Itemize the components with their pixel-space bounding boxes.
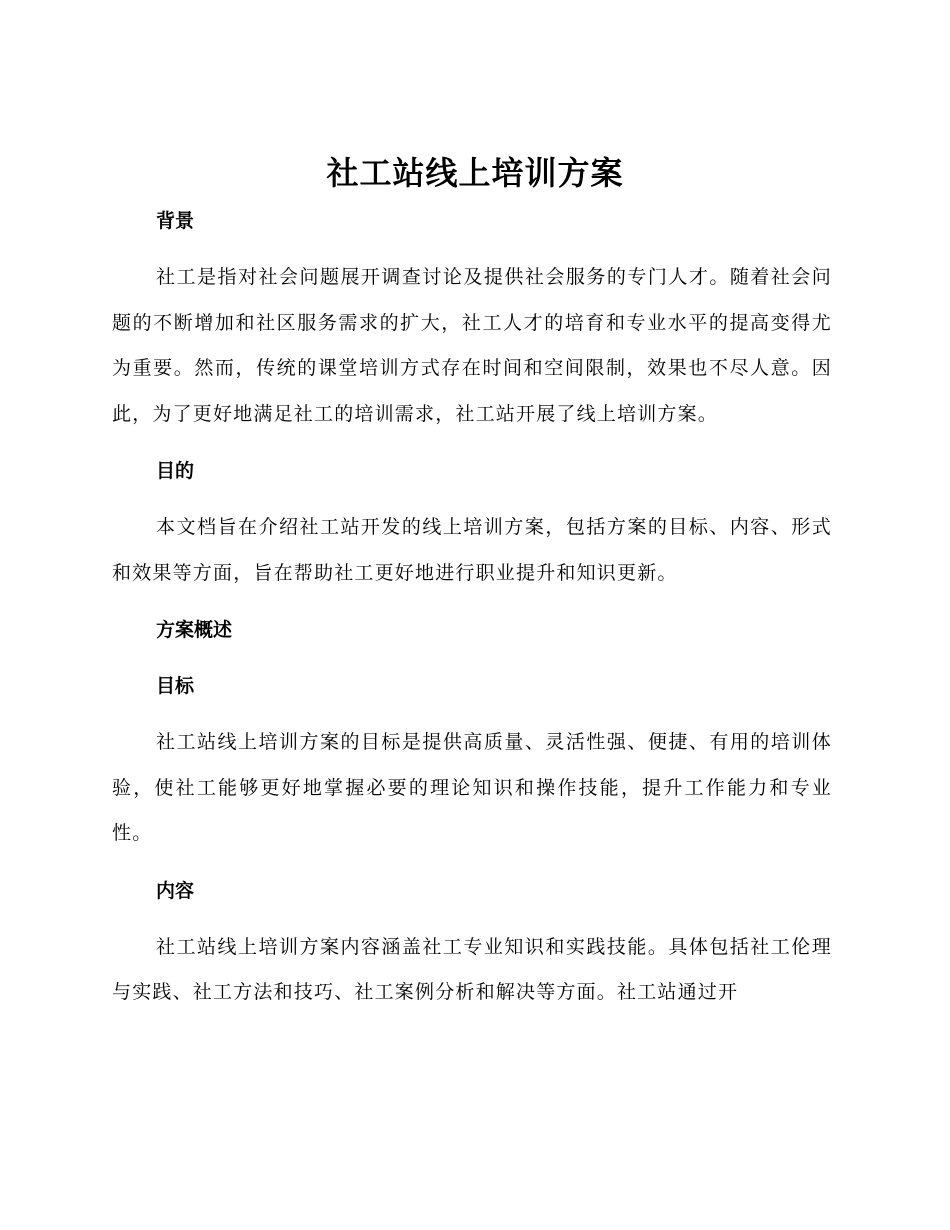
section-heading-content: 内容 <box>156 879 195 902</box>
section-heading-overview: 方案概述 <box>156 619 233 641</box>
paragraph-goal: 社工站线上培训方案的目标是提供高质量、灵活性强、便捷、有用的培训体验，使社工能够更好地掌握必要的理论知识和操作技能，提升工作能力和专业性。 <box>112 731 832 844</box>
document-body <box>112 199 832 1016</box>
paragraph-purpose: 本文档旨在介绍社工站开发的线上培训方案，包括方案的目标、内容、形式和效果等方面，旨在帮助社工更好地进行职业提升和知识更新。 <box>112 516 832 584</box>
paragraph-background: 社工是指对社会问题展开调查讨论及提供社会服务的专门人才。随着社会问题的不断增加和社区服务需求的扩大，社工人才的培育和专业水平的提高变得尤为重要。然而，传统的课堂培训方式存在时间和空间限制，效果也不尽人意。因此，为了更好地满足社工的培训需求，社工站开展了线上培训方案。 <box>112 266 832 425</box>
document-title: 社工站线上培训方案 <box>326 154 624 192</box>
paragraph-content: 社工站线上培训方案内容涵盖社工专业知识和实践技能。具体包括社工伦理与实践、社工方法和技巧、社工案例分析和解决等方面。社工站通过开 <box>112 935 832 1003</box>
section-heading-goal: 目标 <box>156 675 195 697</box>
section-heading-background: 背景 <box>156 210 195 232</box>
section-heading-purpose: 目的 <box>156 460 195 482</box>
